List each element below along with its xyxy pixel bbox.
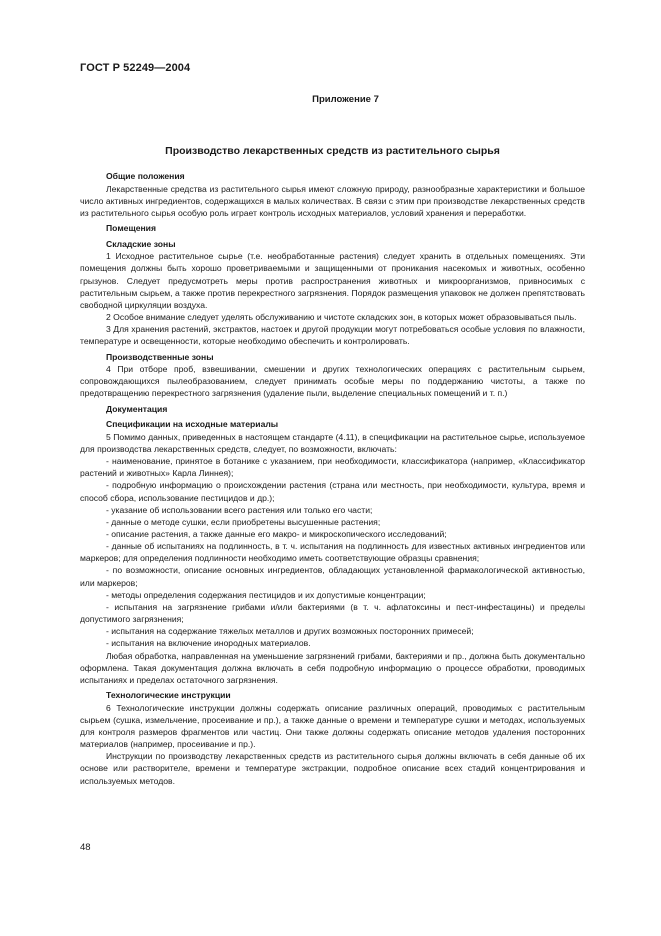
body-paragraph: - указание об использовании всего растения или только его части; <box>106 504 373 515</box>
section-heading: Складские зоны <box>106 238 176 249</box>
section-heading: Технологические инструкции <box>106 690 231 701</box>
body-paragraph: - наименование, принятое в ботанике с указанием, при необходимости, классификатора (например, «Классификатор растений и животных» Карла Линнея); <box>80 456 585 479</box>
body-paragraph: Лекарственные средства из растительного сырья имеют сложную природу, разнообразные характеристики и большое число активных ингредиентов, содержащихся в малых количествах. В связи с этим при производстве лекарственных средств из растительного сырья особую роль играет контроль исходных материалов, условий хранения и переработки. <box>80 183 585 218</box>
body-paragraph: 3 Для хранения растений, экстрактов, настоек и другой продукции могут потребоваться особые условия по влажности, температуре и освещенности, которые необходимо обеспечить и контролировать. <box>80 324 585 347</box>
body-paragraph: Любая обработка, направленная на уменьшение загрязнений грибами, бактериями и пр., должна быть документально оформлена. Такая документация должна включать в себя подробную информацию о процессе обработки, проводимых испытаниях и пределах остаточного загрязнения. <box>80 650 585 685</box>
body-paragraph: - подробную информацию о происхождении растения (страна или местность, при необходимости, культура, время и способ сбора, использование пестицидов и др.); <box>80 480 585 503</box>
section-heading: Помещения <box>106 223 156 234</box>
body-paragraph: - данные об испытаниях на подлинность, в т. ч. испытания на подлинность для известных активных ингредиентов или маркеров; для определения подлинности необходимо иметь соответствующие образцы сравнения; <box>80 541 585 564</box>
body-paragraph: - описание растения, а также данные его макро- и микроскопического исследований; <box>106 529 447 539</box>
body-paragraph: Инструкции по производству лекарственных средств из растительного сырья должны включать в себя данные об их основе или растворителе, времени и температуре экстракции, подробное описание всех стадий концентрирования и используемых методов. <box>80 751 585 786</box>
body-paragraph: 4 При отборе проб, взвешивании, смешении и других технологических операциях с растительным сырьем, сопровождающихся пылеобразованием, следует принимать особые меры по поддержанию чистоты, а также по предотвращению перекрестного загрязнения (удаление пыли, выделение специальных помещений и т. п.) <box>80 364 585 399</box>
body-paragraph: - испытания на включение инородных материалов. <box>106 638 311 649</box>
body-paragraph: - методы определения содержания пестицидов и их допустимые концентрации; <box>106 589 426 600</box>
body-paragraph: 6 Технологические инструкции должны содержать описание различных операций, проводимых с растительным сырьем (сушка, измельчение, просеивание и пр.), а также данные о времени и температуре сушки и методах, используемых для контроля размеров фрагментов или частиц. Они также должны содержать описание методов удаления посторонних материалов (например, просеивание и пр.). <box>80 702 585 750</box>
page-title: Производство лекарственных средств из растительного сырья <box>165 145 500 157</box>
body-paragraph: - испытания на загрязнение грибами и/или бактериями (в т. ч. афлатоксины и пест-инфестацины) и пределы допустимого загрязнения; <box>80 601 585 625</box>
document-code: ГОСТ Р 52249—2004 <box>80 62 191 74</box>
section-heading: Спецификации на исходные материалы <box>106 419 279 430</box>
body-paragraph: - по возможности, описание основных ингредиентов, обладающих установленной фармакологической активностью, или маркеров; <box>80 565 585 588</box>
body-paragraph: 2 Особое внимание следует уделять обслуживанию и чистоте складских зон, в которых может образовываться пыль. <box>106 312 577 323</box>
section-heading: Общие положения <box>106 171 185 181</box>
page-number: 48 <box>80 842 91 853</box>
body-paragraph: - испытания на содержание тяжелых металлов и других возможных посторонних примесей; <box>106 626 474 637</box>
body-paragraph: 1 Исходное растительное сырье (т.е. необработанные растения) следует хранить в отдельных помещениях. Эти помещения должны быть хорошо проветриваемыми и защищенными от проникания насекомых и животных, особенно грызунов. Следует предусмотреть меры против распространения животных и микроорганизмов, привносимых с растительным сырьем, а также против перекрестного загрязнения. Порядок размещения упаковок не должен препятствовать свободной циркуляции воздуха. <box>80 251 585 310</box>
section-heading: Документация <box>106 403 168 414</box>
document-body <box>80 170 585 787</box>
section-heading: Производственные зоны <box>106 351 214 362</box>
body-paragraph: - данные о методе сушки, если приобретены высушенные растения; <box>106 516 381 527</box>
body-paragraph: 5 Помимо данных, приведенных в настоящем стандарте (4.11), в спецификации на растительное сырье, используемое для производства лекарственных средств, следует, по возможности, включать: <box>80 431 585 454</box>
appendix-label: Приложение 7 <box>312 94 379 105</box>
